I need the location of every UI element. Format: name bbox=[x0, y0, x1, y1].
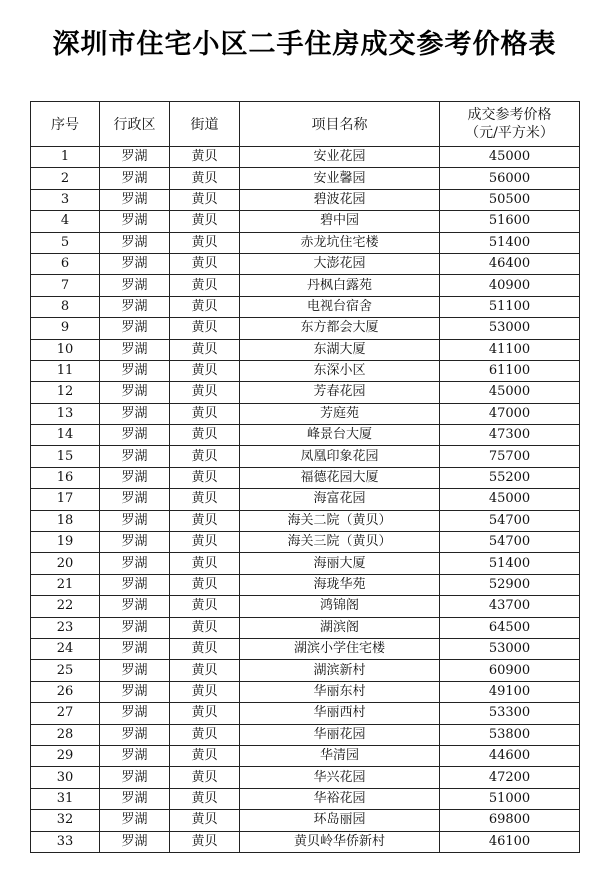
cell-district: 罗湖 bbox=[100, 339, 170, 360]
cell-price: 53000 bbox=[440, 638, 580, 659]
cell-project-name: 碧中园 bbox=[240, 211, 440, 232]
cell-street: 黄贝 bbox=[170, 318, 240, 339]
cell-street: 黄贝 bbox=[170, 510, 240, 531]
cell-district: 罗湖 bbox=[100, 296, 170, 317]
cell-district: 罗湖 bbox=[100, 510, 170, 531]
cell-price: 47200 bbox=[440, 767, 580, 788]
cell-project-name: 大澎花园 bbox=[240, 253, 440, 274]
cell-street: 黄贝 bbox=[170, 660, 240, 681]
cell-price: 51400 bbox=[440, 232, 580, 253]
cell-price: 43700 bbox=[440, 596, 580, 617]
cell-index: 21 bbox=[31, 574, 100, 595]
table-row bbox=[31, 147, 580, 168]
cell-price: 41100 bbox=[440, 339, 580, 360]
cell-district: 罗湖 bbox=[100, 489, 170, 510]
cell-index: 15 bbox=[31, 446, 100, 467]
cell-street: 黄贝 bbox=[170, 617, 240, 638]
cell-district: 罗湖 bbox=[100, 275, 170, 296]
cell-street: 黄贝 bbox=[170, 638, 240, 659]
table-row bbox=[31, 574, 580, 595]
cell-price: 46400 bbox=[440, 253, 580, 274]
cell-street: 黄贝 bbox=[170, 296, 240, 317]
table-row bbox=[31, 617, 580, 638]
cell-street: 黄贝 bbox=[170, 360, 240, 381]
header-district: 行政区 bbox=[100, 102, 170, 147]
cell-project-name: 芳庭苑 bbox=[240, 403, 440, 424]
cell-street: 黄贝 bbox=[170, 532, 240, 553]
table-row bbox=[31, 638, 580, 659]
table-row bbox=[31, 296, 580, 317]
cell-price: 50500 bbox=[440, 189, 580, 210]
cell-district: 罗湖 bbox=[100, 574, 170, 595]
table-row bbox=[31, 596, 580, 617]
cell-index: 18 bbox=[31, 510, 100, 531]
cell-price: 40900 bbox=[440, 275, 580, 296]
table-row bbox=[31, 681, 580, 702]
cell-price: 51400 bbox=[440, 553, 580, 574]
table-row bbox=[31, 810, 580, 831]
table-row bbox=[31, 425, 580, 446]
cell-district: 罗湖 bbox=[100, 318, 170, 339]
cell-street: 黄贝 bbox=[170, 425, 240, 446]
cell-project-name: 东深小区 bbox=[240, 360, 440, 381]
cell-index: 14 bbox=[31, 425, 100, 446]
cell-index: 25 bbox=[31, 660, 100, 681]
table-body bbox=[31, 147, 580, 853]
cell-street: 黄贝 bbox=[170, 767, 240, 788]
cell-index: 3 bbox=[31, 189, 100, 210]
cell-street: 黄贝 bbox=[170, 232, 240, 253]
cell-street: 黄贝 bbox=[170, 189, 240, 210]
cell-project-name: 湖滨新村 bbox=[240, 660, 440, 681]
cell-project-name: 华裕花园 bbox=[240, 788, 440, 809]
cell-project-name: 福德花园大厦 bbox=[240, 467, 440, 488]
cell-index: 1 bbox=[31, 147, 100, 168]
cell-price: 53300 bbox=[440, 703, 580, 724]
cell-street: 黄贝 bbox=[170, 724, 240, 745]
cell-project-name: 芳春花园 bbox=[240, 382, 440, 403]
table-row bbox=[31, 788, 580, 809]
cell-index: 33 bbox=[31, 831, 100, 852]
cell-project-name: 峰景台大厦 bbox=[240, 425, 440, 446]
cell-project-name: 海丽大厦 bbox=[240, 553, 440, 574]
table-row bbox=[31, 211, 580, 232]
cell-index: 7 bbox=[31, 275, 100, 296]
cell-price: 47300 bbox=[440, 425, 580, 446]
cell-index: 29 bbox=[31, 745, 100, 766]
cell-index: 24 bbox=[31, 638, 100, 659]
cell-index: 22 bbox=[31, 596, 100, 617]
cell-project-name: 黄贝岭华侨新村 bbox=[240, 831, 440, 852]
cell-district: 罗湖 bbox=[100, 382, 170, 403]
cell-index: 17 bbox=[31, 489, 100, 510]
header-project-name: 项目名称 bbox=[240, 102, 440, 147]
cell-price: 54700 bbox=[440, 510, 580, 531]
cell-index: 32 bbox=[31, 810, 100, 831]
cell-price: 45000 bbox=[440, 382, 580, 403]
table-row bbox=[31, 189, 580, 210]
cell-street: 黄贝 bbox=[170, 553, 240, 574]
cell-price: 52900 bbox=[440, 574, 580, 595]
cell-street: 黄贝 bbox=[170, 810, 240, 831]
cell-price: 55200 bbox=[440, 467, 580, 488]
cell-price: 51100 bbox=[440, 296, 580, 317]
cell-price: 56000 bbox=[440, 168, 580, 189]
header-price-label: 成交参考价格 bbox=[467, 107, 552, 123]
cell-price: 64500 bbox=[440, 617, 580, 638]
cell-price: 54700 bbox=[440, 532, 580, 553]
cell-district: 罗湖 bbox=[100, 360, 170, 381]
header-index: 序号 bbox=[31, 102, 100, 147]
cell-district: 罗湖 bbox=[100, 831, 170, 852]
cell-index: 19 bbox=[31, 532, 100, 553]
table-row bbox=[31, 232, 580, 253]
cell-price: 51000 bbox=[440, 788, 580, 809]
cell-price: 75700 bbox=[440, 446, 580, 467]
cell-project-name: 海珑华苑 bbox=[240, 574, 440, 595]
cell-index: 31 bbox=[31, 788, 100, 809]
table-row bbox=[31, 446, 580, 467]
cell-project-name: 环岛丽园 bbox=[240, 810, 440, 831]
cell-index: 2 bbox=[31, 168, 100, 189]
cell-street: 黄贝 bbox=[170, 275, 240, 296]
table-row bbox=[31, 703, 580, 724]
cell-district: 罗湖 bbox=[100, 232, 170, 253]
table-row bbox=[31, 467, 580, 488]
cell-project-name: 碧波花园 bbox=[240, 189, 440, 210]
table-row bbox=[31, 831, 580, 852]
cell-project-name: 华清园 bbox=[240, 745, 440, 766]
cell-street: 黄贝 bbox=[170, 745, 240, 766]
cell-district: 罗湖 bbox=[100, 253, 170, 274]
cell-district: 罗湖 bbox=[100, 189, 170, 210]
cell-index: 12 bbox=[31, 382, 100, 403]
cell-project-name: 华丽东村 bbox=[240, 681, 440, 702]
cell-project-name: 湖滨小学住宅楼 bbox=[240, 638, 440, 659]
cell-street: 黄贝 bbox=[170, 211, 240, 232]
cell-index: 6 bbox=[31, 253, 100, 274]
cell-district: 罗湖 bbox=[100, 147, 170, 168]
cell-project-name: 电视台宿舍 bbox=[240, 296, 440, 317]
cell-index: 10 bbox=[31, 339, 100, 360]
cell-price: 61100 bbox=[440, 360, 580, 381]
cell-street: 黄贝 bbox=[170, 574, 240, 595]
table-row bbox=[31, 767, 580, 788]
cell-project-name: 鸿锦阁 bbox=[240, 596, 440, 617]
cell-district: 罗湖 bbox=[100, 617, 170, 638]
cell-street: 黄贝 bbox=[170, 382, 240, 403]
cell-district: 罗湖 bbox=[100, 403, 170, 424]
cell-index: 8 bbox=[31, 296, 100, 317]
cell-index: 20 bbox=[31, 553, 100, 574]
table-row bbox=[31, 660, 580, 681]
cell-project-name: 东方都会大厦 bbox=[240, 318, 440, 339]
table-row bbox=[31, 553, 580, 574]
cell-project-name: 安业花园 bbox=[240, 147, 440, 168]
cell-project-name: 海关二院（黄贝） bbox=[240, 510, 440, 531]
cell-project-name: 华兴花园 bbox=[240, 767, 440, 788]
table-row bbox=[31, 745, 580, 766]
cell-street: 黄贝 bbox=[170, 703, 240, 724]
cell-street: 黄贝 bbox=[170, 788, 240, 809]
table-header-row bbox=[31, 102, 580, 147]
header-street: 街道 bbox=[170, 102, 240, 147]
cell-index: 27 bbox=[31, 703, 100, 724]
cell-street: 黄贝 bbox=[170, 403, 240, 424]
cell-street: 黄贝 bbox=[170, 681, 240, 702]
cell-project-name: 东湖大厦 bbox=[240, 339, 440, 360]
cell-price: 45000 bbox=[440, 147, 580, 168]
cell-index: 9 bbox=[31, 318, 100, 339]
cell-district: 罗湖 bbox=[100, 767, 170, 788]
header-price-unit: （元/平方米） bbox=[465, 125, 554, 141]
header-reference-price bbox=[440, 102, 580, 147]
cell-street: 黄贝 bbox=[170, 168, 240, 189]
page-title: 深圳市住宅小区二手住房成交参考价格表 bbox=[52, 29, 557, 60]
cell-district: 罗湖 bbox=[100, 467, 170, 488]
cell-district: 罗湖 bbox=[100, 788, 170, 809]
cell-index: 11 bbox=[31, 360, 100, 381]
cell-project-name: 华丽西村 bbox=[240, 703, 440, 724]
cell-price: 44600 bbox=[440, 745, 580, 766]
cell-district: 罗湖 bbox=[100, 724, 170, 745]
cell-street: 黄贝 bbox=[170, 467, 240, 488]
table-row bbox=[31, 168, 580, 189]
cell-street: 黄贝 bbox=[170, 831, 240, 852]
cell-price: 47000 bbox=[440, 403, 580, 424]
cell-project-name: 海关三院（黄贝） bbox=[240, 532, 440, 553]
cell-district: 罗湖 bbox=[100, 168, 170, 189]
cell-price: 60900 bbox=[440, 660, 580, 681]
cell-index: 4 bbox=[31, 211, 100, 232]
cell-district: 罗湖 bbox=[100, 703, 170, 724]
cell-price: 46100 bbox=[440, 831, 580, 852]
table-row bbox=[31, 489, 580, 510]
cell-street: 黄贝 bbox=[170, 339, 240, 360]
table-row bbox=[31, 510, 580, 531]
cell-district: 罗湖 bbox=[100, 425, 170, 446]
table-row bbox=[31, 339, 580, 360]
cell-district: 罗湖 bbox=[100, 446, 170, 467]
cell-street: 黄贝 bbox=[170, 489, 240, 510]
cell-price: 45000 bbox=[440, 489, 580, 510]
cell-street: 黄贝 bbox=[170, 147, 240, 168]
cell-index: 23 bbox=[31, 617, 100, 638]
cell-project-name: 湖滨阁 bbox=[240, 617, 440, 638]
cell-project-name: 丹枫白露苑 bbox=[240, 275, 440, 296]
cell-district: 罗湖 bbox=[100, 681, 170, 702]
table-row bbox=[31, 382, 580, 403]
cell-street: 黄贝 bbox=[170, 596, 240, 617]
cell-index: 28 bbox=[31, 724, 100, 745]
cell-price: 49100 bbox=[440, 681, 580, 702]
table-row bbox=[31, 724, 580, 745]
table-row bbox=[31, 360, 580, 381]
table-row bbox=[31, 532, 580, 553]
cell-index: 5 bbox=[31, 232, 100, 253]
cell-project-name: 海富花园 bbox=[240, 489, 440, 510]
cell-price: 53800 bbox=[440, 724, 580, 745]
cell-district: 罗湖 bbox=[100, 532, 170, 553]
cell-street: 黄贝 bbox=[170, 446, 240, 467]
cell-price: 69800 bbox=[440, 810, 580, 831]
cell-project-name: 凤凰印象花园 bbox=[240, 446, 440, 467]
cell-district: 罗湖 bbox=[100, 211, 170, 232]
cell-price: 53000 bbox=[440, 318, 580, 339]
cell-index: 26 bbox=[31, 681, 100, 702]
table-row bbox=[31, 275, 580, 296]
cell-index: 16 bbox=[31, 467, 100, 488]
price-table bbox=[30, 101, 580, 853]
cell-district: 罗湖 bbox=[100, 660, 170, 681]
cell-index: 30 bbox=[31, 767, 100, 788]
cell-street: 黄贝 bbox=[170, 253, 240, 274]
cell-district: 罗湖 bbox=[100, 553, 170, 574]
cell-district: 罗湖 bbox=[100, 745, 170, 766]
table-row bbox=[31, 253, 580, 274]
cell-price: 51600 bbox=[440, 211, 580, 232]
cell-district: 罗湖 bbox=[100, 596, 170, 617]
cell-district: 罗湖 bbox=[100, 638, 170, 659]
table-row bbox=[31, 318, 580, 339]
table-row bbox=[31, 403, 580, 424]
cell-project-name: 安业馨园 bbox=[240, 168, 440, 189]
cell-project-name: 华丽花园 bbox=[240, 724, 440, 745]
cell-district: 罗湖 bbox=[100, 810, 170, 831]
cell-project-name: 赤龙坑住宅楼 bbox=[240, 232, 440, 253]
cell-index: 13 bbox=[31, 403, 100, 424]
